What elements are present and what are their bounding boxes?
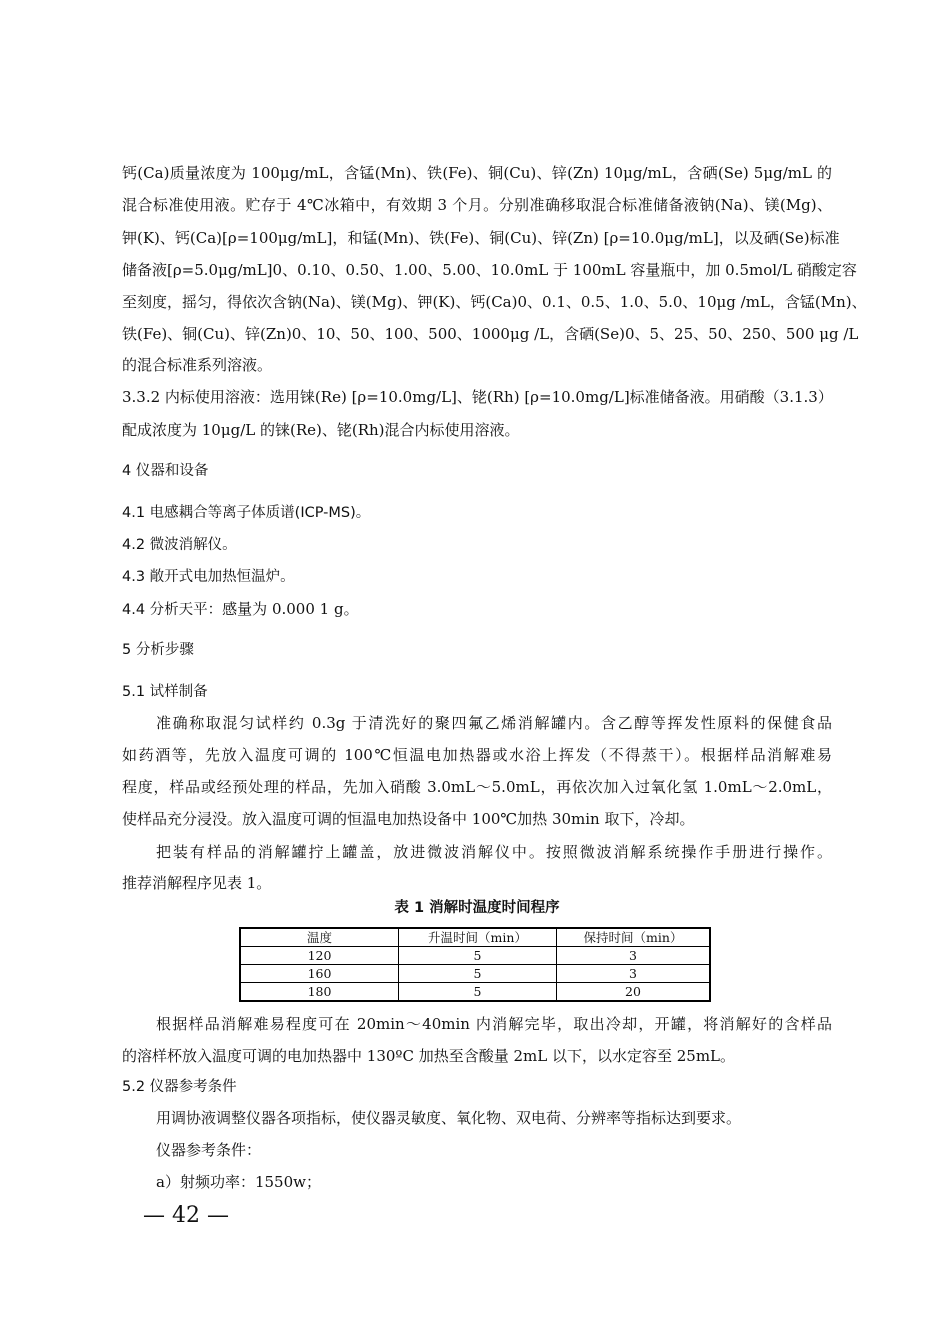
table-cell: 160 (240, 965, 399, 983)
list-item (122, 599, 832, 620)
table-cell: 3 (557, 947, 711, 965)
text-line: 混合标准使用液。贮存于 4℃冰箱中，有效期 3 个月。分别准确移取混合标准储备液钠(Na)、镁(Mg)、 (122, 196, 832, 214)
table-cell: 3 (557, 965, 711, 983)
text-line: 储备液[ρ=5.0μg/mL]0、0.10、0.50、1.00、5.00、10.0mL 于 100mL 容量瓶中，加 0.5mol/L 硝酸定容 (122, 261, 857, 279)
text-line: a）射频功率：1550w； (156, 1173, 321, 1191)
text-line: 钙(Ca)质量浓度为 100μg/mL，含锰(Mn)、铁(Fe)、铜(Cu)、锌(Zn) 10μg/mL，含硒(Se) 5μg/mL 的 (122, 164, 832, 182)
table-header: 温度 (240, 928, 399, 947)
table-cell: 180 (240, 983, 399, 1002)
list-item: 4.1 电感耦合等离子体质谱(ICP-MS)。 (122, 505, 371, 521)
text-line: 仪器参考条件： (156, 1141, 262, 1159)
text-line: 钾(K)、钙(Ca)[ρ=100μg/mL]，和锰(Mn)、铁(Fe)、铜(Cu)、锌(Zn) [ρ=10.0μg/mL]，以及硒(Se)标准 (122, 229, 840, 247)
table-cell: 120 (240, 947, 399, 965)
list-item: 4.2 微波消解仪。 (122, 537, 237, 553)
table-row (240, 983, 710, 1002)
text-line: 推荐消解程序见表 1。 (122, 874, 272, 892)
list-item-label: 4.4 分析天平： (122, 602, 223, 618)
table-cell: 5 (399, 947, 557, 965)
table-row (240, 965, 710, 983)
table-header: 升温时间（min） (399, 928, 557, 947)
text-line: 铁(Fe)、铜(Cu)、锌(Zn)0、10、50、100、500、1000μg /L，含硒(Se)0、5、25、50、250、500 μg /L (122, 325, 859, 343)
text-line: 准确称取混匀试样约 0.3g 于清洗好的聚四氟乙烯消解罐内。含乙醇等挥发性原料的保健食品 (156, 714, 832, 732)
text-line: 配成浓度为 10μg/L 的铼(Re)、铑(Rh)混合内标使用溶液。 (122, 421, 520, 439)
digestion-program-table (239, 927, 711, 1002)
text-line: 3.3.2 内标使用溶液：选用铼(Re) [ρ=10.0mg/L]、铑(Rh) [ρ=10.0mg/L]标准储备液。用硝酸（3.1.3） (122, 388, 833, 406)
text-line: 的溶样杯放入温度可调的电加热器中 130ºC 加热至含酸量 2mL 以下，以水定容至 25mL。 (122, 1047, 736, 1065)
page-number: — 42 — (143, 1203, 229, 1228)
table-cell: 5 (399, 983, 557, 1002)
subsection-heading-5-2: 5.2 仪器参考条件 (122, 1079, 237, 1095)
section-heading-5: 5 分析步骤 (122, 642, 194, 658)
table-row (240, 947, 710, 965)
text-line: 根据样品消解难易程度可在 20min～40min 内消解完毕，取出冷却，开罐，将消解好的含样品 (156, 1015, 832, 1033)
list-item-text: 感量为 0.000 1 g。 (222, 600, 359, 618)
text-line: 用调协液调整仪器各项指标，使仪器灵敏度、氧化物、双电荷、分辨率等指标达到要求。 (156, 1109, 742, 1127)
subsection-heading-5-1: 5.1 试样制备 (122, 684, 208, 700)
section-heading-4: 4 仪器和设备 (122, 463, 209, 479)
text-line: 把装有样品的消解罐拧上罐盖，放进微波消解仪中。按照微波消解系统操作手册进行操作。 (156, 843, 832, 861)
list-item: 4.3 敞开式电加热恒温炉。 (122, 569, 295, 585)
table-cell: 5 (399, 965, 557, 983)
text-line: 的混合标准系列溶液。 (122, 356, 273, 374)
table-header: 保持时间（min） (557, 928, 711, 947)
text-line: 如药酒等，先放入温度可调的 100℃恒温电加热器或水浴上挥发（不得蒸干）。根据样品消解难易 (122, 746, 832, 764)
table-caption: 表 1 消解时温度时间程序 (394, 900, 560, 916)
text-line: 使样品充分浸没。放入温度可调的恒温电加热设备中 100℃加热 30min 取下，冷却。 (122, 810, 695, 828)
table-cell: 20 (557, 983, 711, 1002)
table-header-row (240, 928, 710, 947)
text-line: 程度，样品或经预处理的样品，先加入硝酸 3.0mL～5.0mL，再依次加入过氧化氢 1.0mL～2.0mL， (122, 778, 832, 796)
text-line: 至刻度，摇匀，得依次含钠(Na)、镁(Mg)、钾(K)、钙(Ca)0、0.1、0.5、1.0、5.0、10μg /mL，含锰(Mn)、 (122, 293, 867, 311)
